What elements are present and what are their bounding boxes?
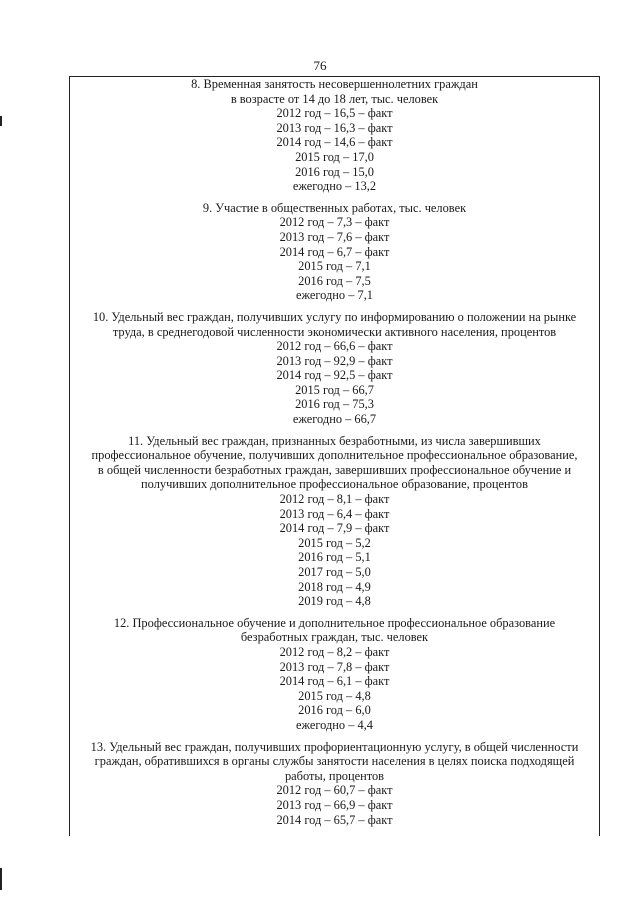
indicator-title-line: в общей численности безработных граждан, завершивших профессиональное обучение и [97, 462, 572, 477]
indicator-title-line: 11. Удельный вес граждан, признанных безработными, из числа завершивших [128, 433, 541, 448]
indicator-value-line: 2012 год – 16,5 – факт [276, 106, 393, 121]
indicator-section [70, 616, 599, 733]
indicator-value-line: 2015 год – 5,2 [298, 535, 371, 550]
indicator-value-line: 2019 год – 4,8 [298, 594, 371, 609]
indicator-value-line: 2015 год – 4,8 [298, 688, 371, 703]
indicator-value-line: ежегодно – 4,4 [295, 717, 374, 732]
indicator-title-line: 8. Временная занятость несовершеннолетних граждан [191, 77, 478, 91]
indicator-value-line: 2015 год – 17,0 [295, 149, 374, 164]
indicator-value-line: 2013 год – 6,4 – факт [279, 506, 390, 521]
indicator-title-line: 10. Удельный вес граждан, получивших услугу по информированию о положении на рынке [92, 309, 577, 324]
indicator-value-line: 2014 год – 6,7 – факт [279, 244, 390, 259]
indicator-value-line: 2012 год – 8,1 – факт [279, 492, 390, 507]
indicator-title-line: 9. Участие в общественных работах, тыс. человек [202, 200, 467, 215]
scan-edge-mark [0, 868, 2, 890]
indicator-title-line: работы, процентов [284, 768, 385, 783]
indicator-section [70, 310, 599, 427]
indicator-title-line: получивших дополнительное профессиональное образование, процентов [141, 477, 528, 492]
indicator-value-line: 2016 год – 75,3 [295, 397, 374, 412]
indicator-value-line: 2016 год – 5,1 [298, 550, 371, 565]
indicator-value-line: 2012 год – 66,6 – факт [276, 339, 393, 354]
indicator-value-line: 2013 год – 16,3 – факт [276, 120, 393, 135]
indicator-value-line: 2014 год – 92,5 – факт [276, 368, 393, 383]
indicator-title-line: безработных граждан, тыс. человек [240, 630, 429, 645]
indicator-value-line: 2013 год – 7,8 – факт [279, 659, 390, 674]
indicator-value-line: 2013 год – 92,9 – факт [276, 353, 393, 368]
indicator-value-line: 2017 год – 5,0 [298, 565, 371, 579]
document-body [70, 77, 599, 834]
indicator-title-line: в возрасте от 14 до 18 лет, тыс. человек [230, 91, 439, 106]
indicator-value-line: 2015 год – 66,7 [295, 382, 374, 397]
indicator-section [70, 201, 599, 303]
indicator-value-line: 2016 год – 15,0 [295, 164, 374, 179]
indicator-section [70, 434, 599, 609]
indicator-value-line: 2014 год – 14,6 – факт [276, 135, 393, 150]
indicator-value-line: 2016 год – 6,0 [298, 703, 371, 718]
indicator-value-line: 2018 год – 4,9 [298, 579, 371, 594]
indicator-title-line: профессиональное обучение, получивших дополнительное профессиональное образование, [91, 448, 578, 463]
indicator-value-line: 2014 год – 7,9 – факт [279, 521, 390, 536]
indicator-title-line: граждан, обратившихся в органы службы занятости населения в целях поиска подходящей [94, 754, 575, 769]
indicator-title-line: 12. Профессиональное обучение и дополнительное профессиональное образование [113, 615, 556, 630]
indicator-value-line: 2012 год – 7,3 – факт [279, 215, 390, 230]
indicator-value-line: ежегодно – 66,7 [292, 412, 377, 427]
indicator-section [70, 77, 599, 194]
indicator-value-line: ежегодно – 7,1 [295, 288, 374, 303]
indicator-value-line: 2016 год – 7,5 [298, 273, 371, 288]
indicator-title-line: 13. Удельный вес граждан, получивших профориентационную услугу, в общей численности [90, 739, 579, 754]
indicator-value-line: 2014 год – 6,1 – факт [279, 674, 390, 689]
indicator-value-line: 2012 год – 8,2 – факт [279, 644, 390, 659]
indicator-value-line: ежегодно – 13,2 [292, 179, 377, 194]
scan-edge-mark [0, 116, 2, 126]
indicator-value-line: 2012 год – 60,7 – факт [276, 783, 393, 798]
indicator-value-line: 2014 год – 65,7 – факт [276, 812, 393, 827]
page-number: 76 [313, 58, 327, 73]
indicator-section [70, 740, 599, 828]
indicator-title-line: труда, в среднегодовой численности экономически активного населения, процентов [112, 324, 557, 339]
indicator-value-line: 2013 год – 7,6 – факт [279, 229, 390, 244]
indicator-value-line: 2013 год – 66,9 – факт [276, 797, 393, 812]
indicator-value-line: 2015 год – 7,1 [298, 259, 371, 274]
